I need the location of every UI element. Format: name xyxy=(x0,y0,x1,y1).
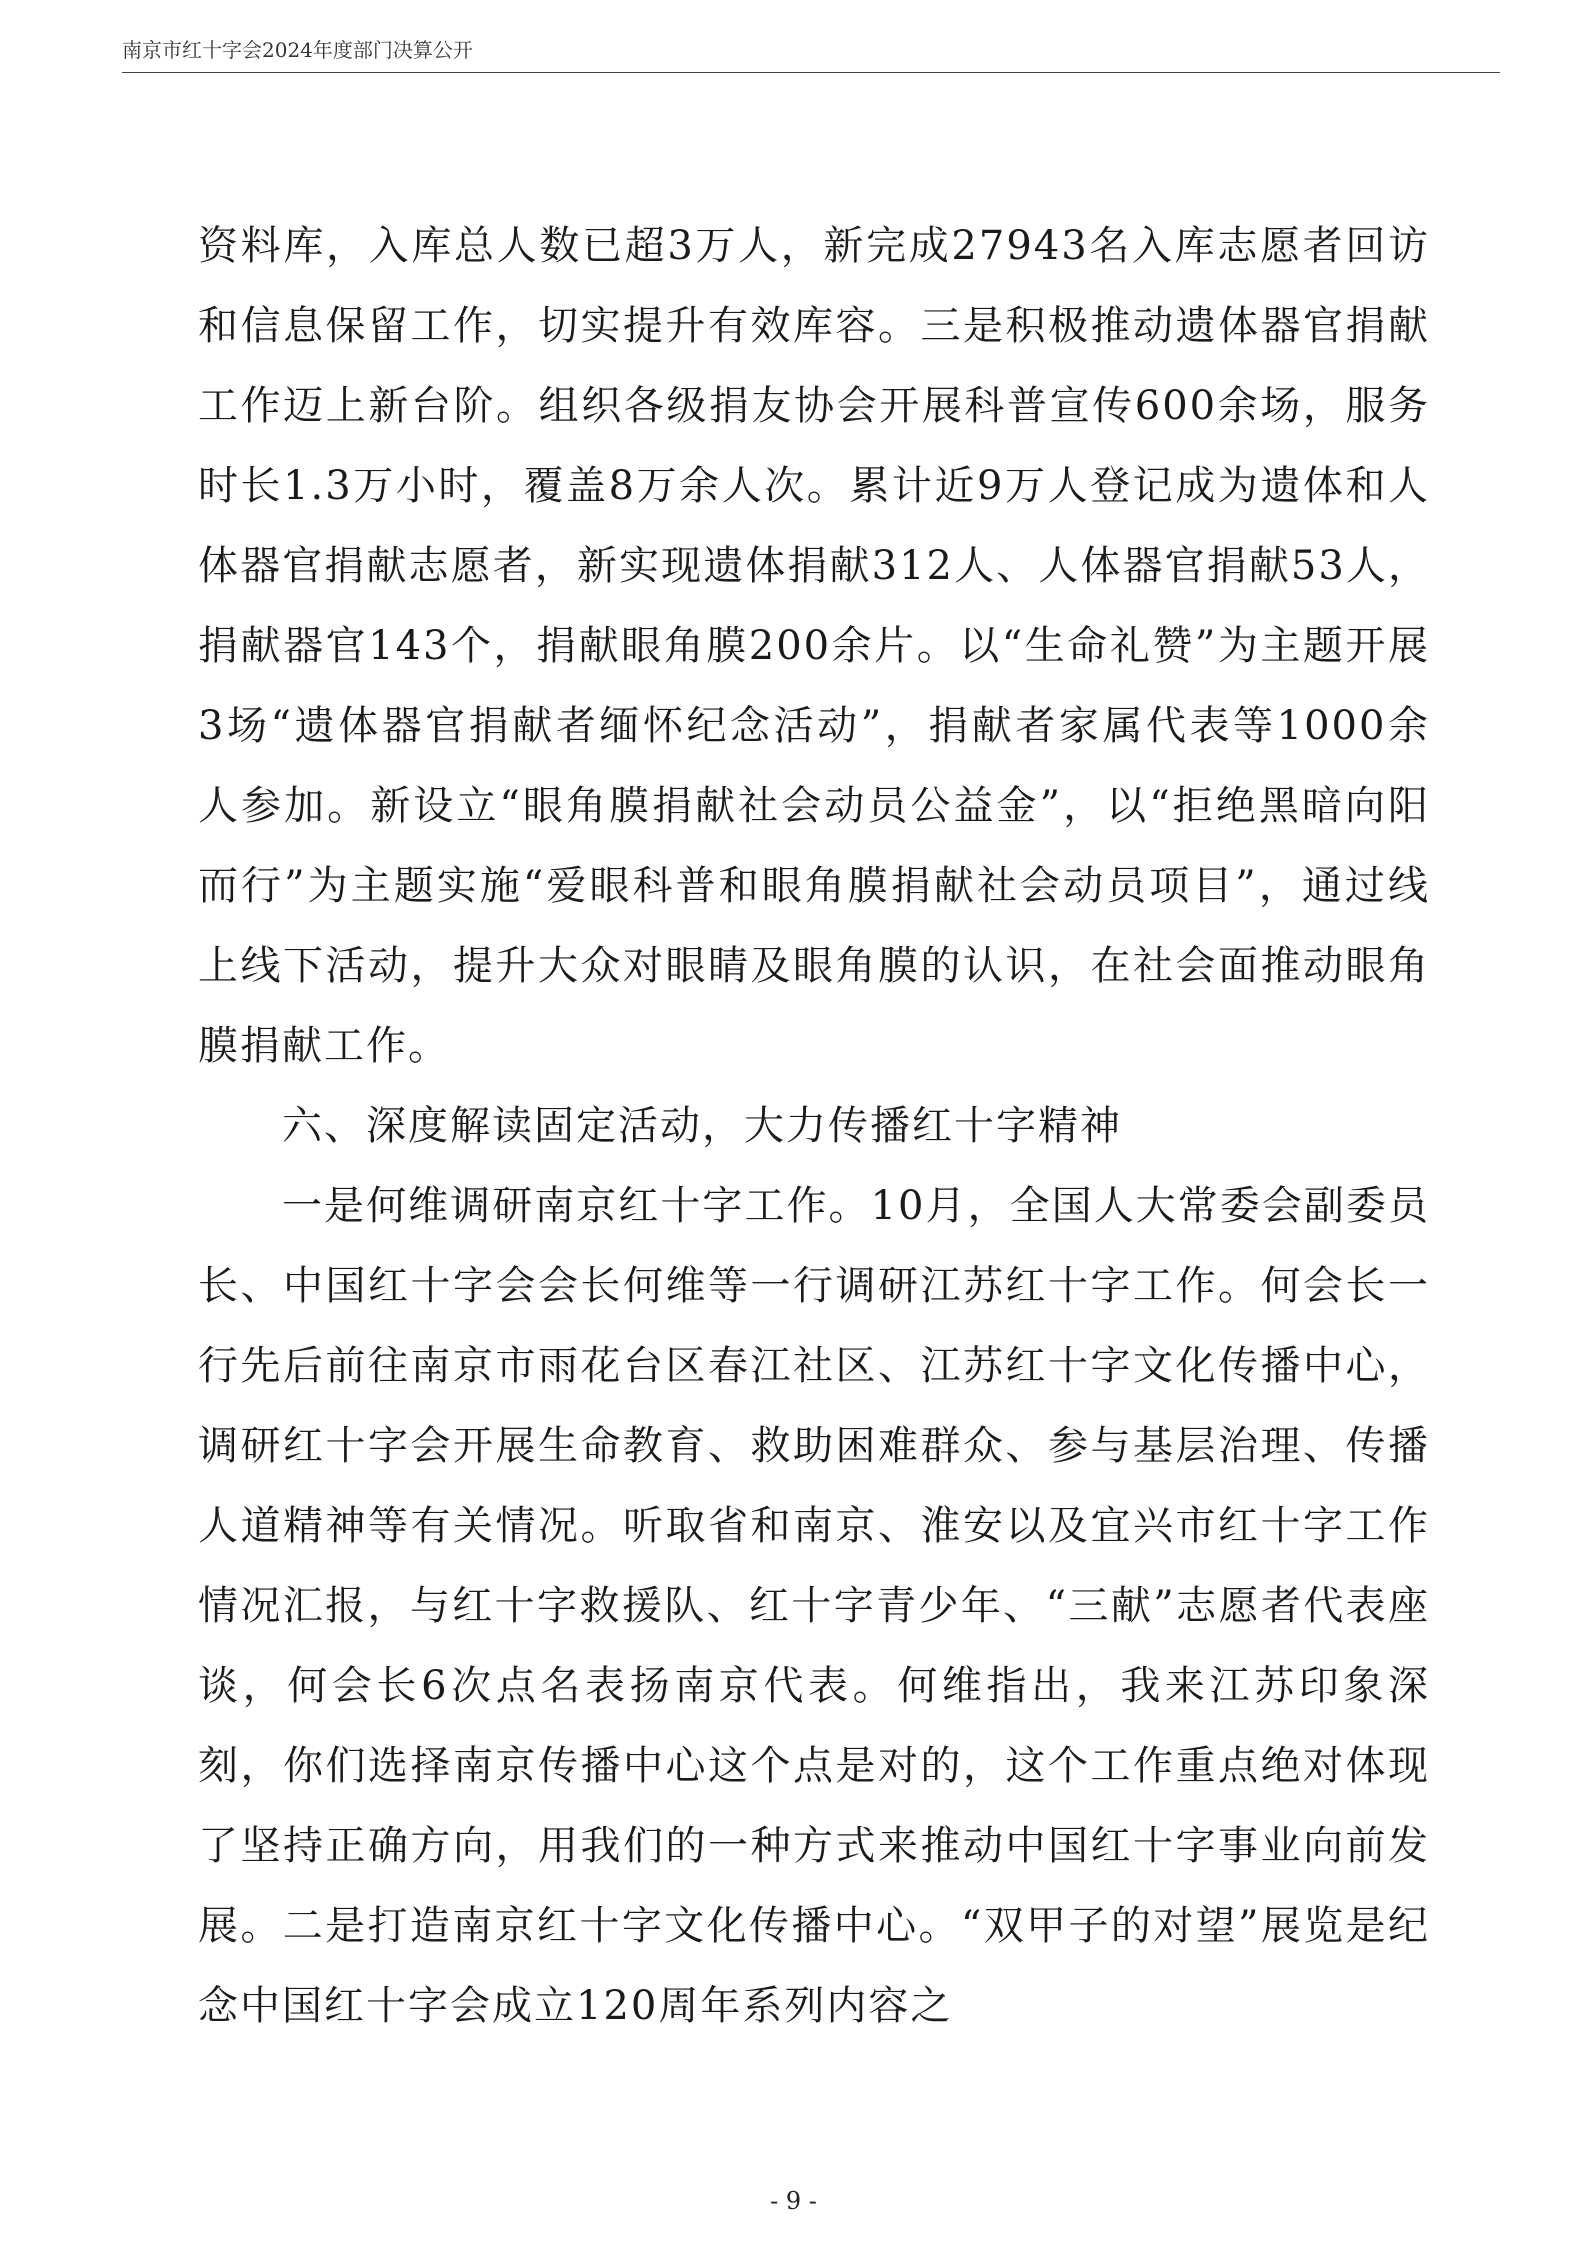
page-header-title: 南京市红十字会2024年度部门决算公开 xyxy=(122,38,473,62)
paragraph-hewei-research: 一是何维调研南京红十字工作。10月，全国人大常委会副委员长、中国红十字会会长何维等一行调研江苏红十字工作。何会长一行先后前往南京市雨花台区春江社区、江苏红十字文化传播中心，调研红十字会开展生命教育、救助困难群众、参与基层治理、传播人道精神等有关情况。听取省和南京、淮安以及宜兴市红十字工作情况汇报，与红十字救援队、红十字青少年、“三献”志愿者代表座谈，何会长6次点名表扬南京代表。何维指出，我来江苏印象深刻，你们选择南京传播中心这个点是对的，这个工作重点绝对体现了坚持正确方向，用我们的一种方式来推动中国红十字事业向前发展。二是打造南京红十字文化传播中心。“双甲子的对望”展览是纪念中国红十字会成立120周年系列内容之 xyxy=(198,1183,1430,2029)
paragraph-organ-donation: 资料库，入库总人数已超3万人，新完成27943名入库志愿者回访和信息保留工作，切实提升有效库容。三是积极推动遗体器官捐献工作迈上新台阶。组织各级捐友协会开展科普宣传600余场，服务时长1.3万小时，覆盖8万余人次。累计近9万人登记成为遗体和人体器官捐献志愿者，新实现遗体捐献312人、人体器官捐献53人，捐献器官143个，捐献眼角膜200余片。以“生命礼赞”为主题开展3场“遗体器官捐献者缅怀纪念活动”，捐献者家属代表等1000余人参加。新设立“眼角膜捐献社会动员公益金”，以“拒绝黑暗向阳而行”为主题实施“爱眼科普和眼角膜捐献社会动员项目”，通过线上线下活动，提升大众对眼睛及眼角膜的认识，在社会面推动眼角膜捐献工作。 xyxy=(198,223,1430,1069)
header-divider xyxy=(122,72,1500,73)
section-heading-six: 六、深度解读固定活动，大力传播红十字精神 xyxy=(282,1103,1122,1149)
document-body xyxy=(198,206,1430,2046)
page-number: - 9 - xyxy=(770,2187,817,2215)
